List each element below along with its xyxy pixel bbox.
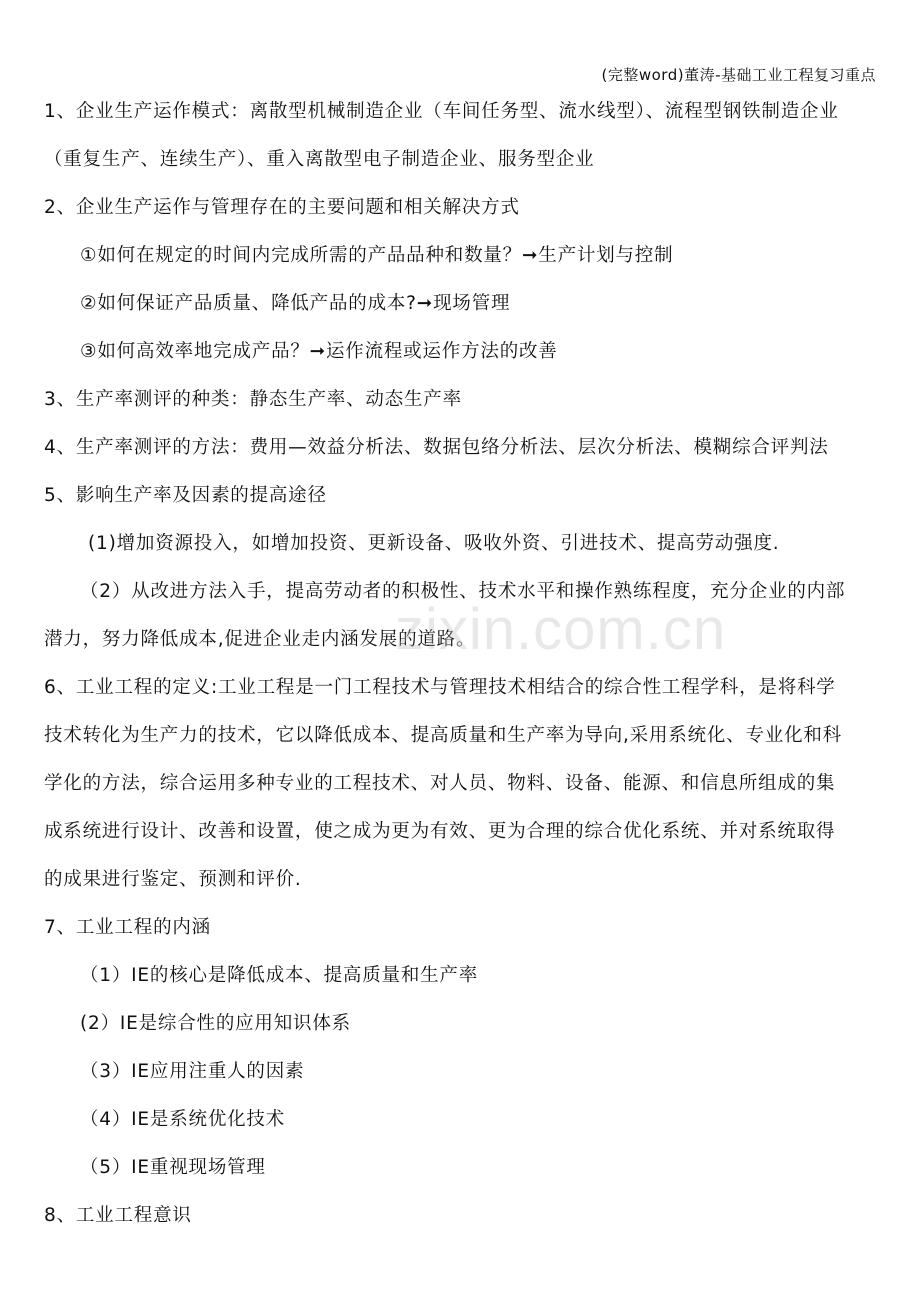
item-7-sub-3: （3）IE应用注重人的因素: [80, 1061, 305, 1082]
item-2-sub-3: ③如何高效率地完成产品？➞运作流程或运作方法的改善: [80, 341, 558, 362]
item-6-line-1: 6、工业工程的定义:工业工程是一门工程技术与管理技术相结合的综合性工程学科，是将科学: [44, 677, 836, 698]
item-6-line-2: 技术转化为生产力的技术，它以降低成本、提高质量和生产率为导向,采用系统化、专业化和科: [44, 725, 842, 746]
item-1-line-2: （重复生产、连续生产）、重入离散型电子制造企业、服务型企业: [44, 149, 595, 170]
item-2-heading: 2、企业生产运作与管理存在的主要问题和相关解决方式: [44, 197, 520, 218]
item-5-sub-2-line-1: （2）从改进方法入手，提高劳动者的积极性、技术水平和操作熟练程度，充分企业的内部: [80, 581, 846, 602]
item-6-line-4: 成系统进行设计、改善和设置，使之成为更为有效、更为合理的综合优化系统、并对系统取得: [44, 821, 836, 842]
item-7-heading: 7、工业工程的内涵: [44, 917, 211, 938]
item-7-sub-4: （4）IE是系统优化技术: [80, 1109, 286, 1130]
item-1-line-1: 1、企业生产运作模式：离散型机械制造企业（车间任务型、流水线型）、流程型钢铁制造企业: [44, 101, 839, 122]
item-7-sub-5: （5）IE重视现场管理: [80, 1157, 266, 1178]
item-8-heading: 8、工业工程意识: [44, 1205, 192, 1226]
item-5-heading: 5、影响生产率及因素的提高途径: [44, 485, 327, 506]
item-5-sub-2-line-2: 潜力，努力降低成本,促进企业走内涵发展的道路。: [44, 629, 476, 650]
item-2-sub-1: ①如何在规定的时间内完成所需的产品品种和数量？➞生产计划与控制: [80, 245, 674, 266]
item-7-sub-2: (2）IE是综合性的应用知识体系: [80, 1013, 351, 1034]
item-5-sub-1: (1)增加资源投入，如增加投资、更新设备、吸收外资、引进技术、提高劳动强度.: [88, 533, 780, 554]
watermark: zixin.com.cn: [395, 597, 727, 662]
item-2-sub-2: ②如何保证产品质量、降低产品的成本?➞现场管理: [80, 293, 511, 314]
document-header: (完整word)董涛-基础工业工程复习重点: [601, 66, 876, 84]
item-4: 4、生产率测评的方法：费用—效益分析法、数据包络分析法、层次分析法、模糊综合评判法: [44, 437, 829, 458]
item-7-sub-1: （1）IE的核心是降低成本、提高质量和生产率: [80, 965, 479, 986]
item-6-line-5: 的成果进行鉴定、预测和评价.: [44, 869, 302, 890]
item-3: 3、生产率测评的种类：静态生产率、动态生产率: [44, 389, 462, 410]
item-6-line-3: 学化的方法，综合运用多种专业的工程技术、对人员、物料、设备、能源、和信息所组成的集: [44, 773, 836, 794]
